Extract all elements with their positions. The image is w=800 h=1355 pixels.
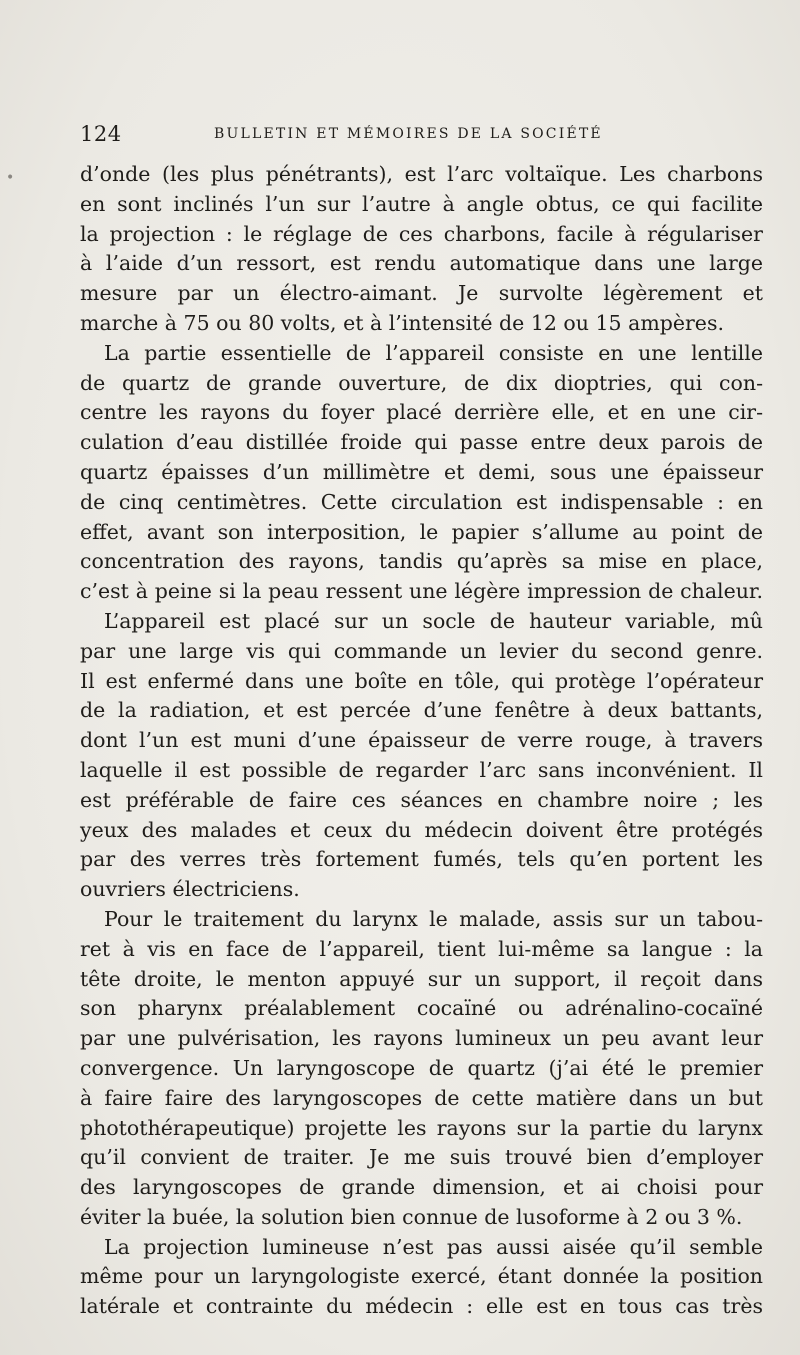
text-line: marche à 75 ou 80 volts, et à l’intensité de 12 ou 15 ampères.	[80, 310, 724, 335]
text-line: à l’aide d’un ressort, est rendu automatique dans une large	[80, 251, 763, 276]
text-line: mesure par un électro-aimant. Je survolte légèrement et	[80, 281, 763, 306]
text-line: même pour un laryngologiste exercé, étant donnée la position	[80, 1264, 763, 1289]
text-line: en sont inclinés l’un sur l’autre à angle obtus, ce qui facilite	[80, 191, 763, 216]
text-line: latérale et contrainte du médecin : elle est en tous cas très	[80, 1294, 763, 1319]
running-head: BULLETIN ET MÉMOIRES DE LA SOCIÉTÉ	[214, 126, 603, 142]
text-line: de cinq centimètres. Cette circulation est indispensable : en	[80, 489, 763, 514]
text-line: quartz épaisses d’un millimètre et demi, sous une épaisseur	[80, 459, 763, 484]
text-line: de la radiation, et est percée d’une fenêtre à deux battants,	[80, 698, 763, 723]
text-line: ret à vis en face de l’appareil, tient lui-même sa langue : la	[80, 936, 763, 961]
text-line: centre les rayons du foyer placé derrière elle, et en une cir-	[80, 400, 763, 425]
text-line: par une pulvérisation, les rayons lumineux un peu avant leur	[80, 1026, 763, 1051]
text-line: de quartz de grande ouverture, de dix dioptries, qui con-	[80, 370, 763, 395]
text-line: laquelle il est possible de regarder l’arc sans inconvénient. Il	[80, 757, 763, 782]
text-line: par une large vis qui commande un levier du second genre.	[80, 638, 763, 663]
text-line: La partie essentielle de l’appareil consiste en une lentille	[104, 340, 763, 365]
text-line: par des verres très fortement fumés, tels qu’en portent les	[80, 847, 763, 872]
body-text	[80, 160, 763, 1322]
text-line: à faire faire des laryngoscopes de cette matière dans un but	[80, 1085, 763, 1110]
text-line: des laryngoscopes de grande dimension, et ai choisi pour	[80, 1175, 763, 1200]
text-line: ouvriers électriciens.	[80, 877, 300, 902]
text-line: est préférable de faire ces séances en chambre noire ; les	[80, 787, 763, 812]
text-line: c’est à peine si la peau ressent une légère impression de chaleur.	[80, 579, 763, 604]
text-line: dont l’un est muni d’une épaisseur de verre rouge, à travers	[80, 728, 763, 753]
page-header	[80, 122, 770, 154]
margin-mark: •	[6, 170, 15, 186]
text-line: convergence. Un laryngoscope de quartz (j’ai été le premier	[80, 1055, 763, 1080]
text-line: d’onde (les plus pénétrants), est l’arc voltaïque. Les charbons	[80, 162, 763, 186]
text-line: concentration des rayons, tandis qu’après sa mise en place,	[80, 549, 763, 574]
text-line: yeux des malades et ceux du médecin doivent être protégés	[80, 817, 763, 842]
page-number: 124	[80, 122, 122, 146]
text-line: Il est enfermé dans une boîte en tôle, qui protège l’opérateur	[80, 668, 763, 693]
text-line: L’appareil est placé sur un socle de hauteur variable, mû	[104, 608, 763, 633]
text-line: éviter la buée, la solution bien connue de lusoforme à 2 ou 3 %.	[80, 1204, 743, 1229]
text-line: tête droite, le menton appuyé sur un support, il reçoit dans	[80, 966, 763, 991]
text-line: la projection : le réglage de ces charbons, facile à régulariser	[80, 221, 763, 246]
text-line: culation d’eau distillée froide qui passe entre deux parois de	[80, 430, 763, 455]
text-line: Pour le traitement du larynx le malade, assis sur un tabou-	[104, 906, 763, 931]
text-line: photothérapeutique) projette les rayons sur la partie du larynx	[80, 1115, 763, 1140]
text-line: La projection lumineuse n’est pas aussi aisée qu’il semble	[104, 1234, 763, 1259]
text-line: effet, avant son interposition, le papier s’allume au point de	[80, 519, 763, 544]
text-line: son pharynx préalablement cocaïné ou adrénalino-cocaïné	[80, 996, 763, 1021]
text-line: qu’il convient de traiter. Je me suis trouvé bien d’employer	[80, 1145, 763, 1170]
